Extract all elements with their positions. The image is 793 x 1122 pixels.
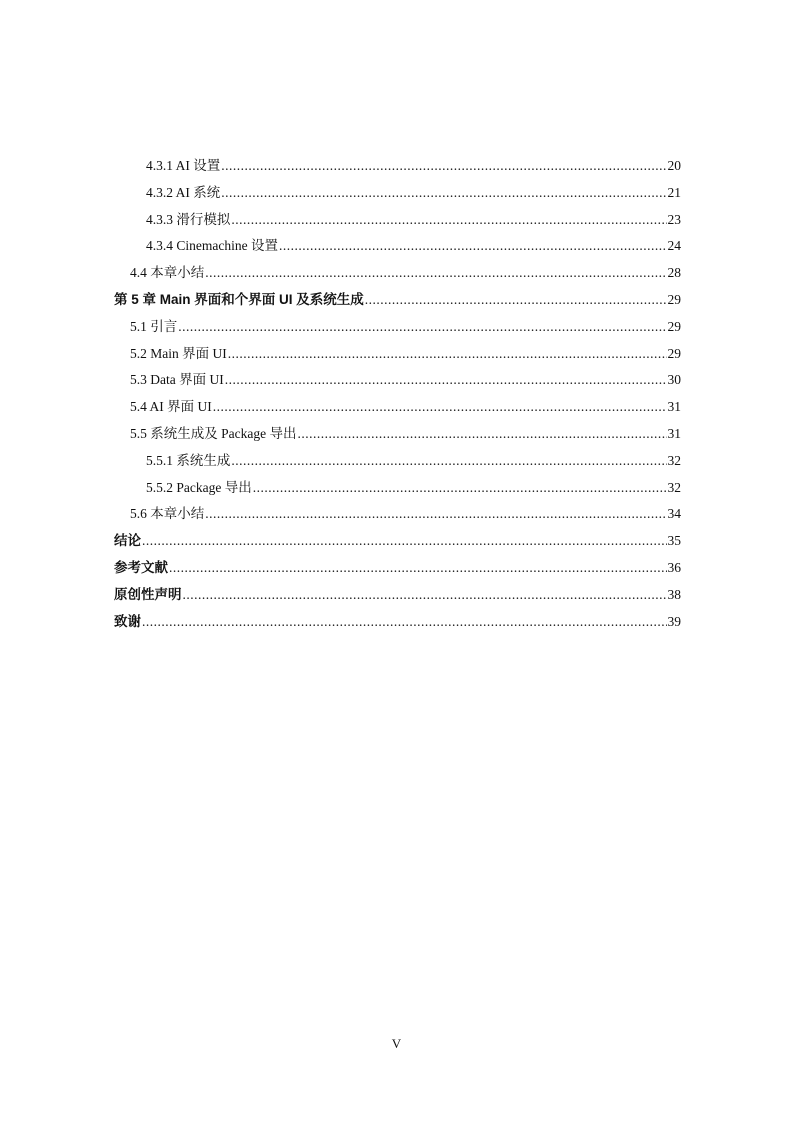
toc-entry-page: 39	[667, 613, 681, 629]
toc-entry-page: 34	[667, 506, 681, 522]
toc-entry-title: 原创性声明	[114, 586, 182, 602]
toc-dot-leader	[178, 314, 666, 341]
toc-entry[interactable]	[114, 475, 681, 502]
toc-entry[interactable]	[114, 233, 681, 260]
toc-entry-page: 29	[667, 291, 681, 307]
toc-dot-leader	[205, 501, 666, 528]
toc-entry-page: 29	[667, 345, 681, 361]
toc-entry-page: 24	[667, 238, 681, 254]
toc-dot-leader	[142, 609, 667, 636]
toc-entry[interactable]	[114, 555, 681, 582]
toc-dot-leader	[297, 421, 666, 448]
toc-entry-page: 32	[667, 452, 681, 468]
toc-entry-page: 21	[667, 184, 681, 200]
toc-entry-page: 32	[667, 479, 681, 495]
toc-dot-leader	[279, 233, 667, 260]
toc-dot-leader	[225, 367, 667, 394]
toc-entry-page: 23	[667, 211, 681, 227]
toc-entry-page: 29	[667, 318, 681, 334]
toc-entry-page: 30	[667, 372, 681, 388]
toc-dot-leader	[253, 475, 667, 502]
toc-entry-title: 4.4 本章小结	[130, 265, 205, 281]
toc-entry-title: 5.5 系统生成及 Package 导出	[130, 425, 297, 441]
toc-entry[interactable]	[114, 582, 681, 609]
toc-entry-title: 5.2 Main 界面 UI	[130, 345, 227, 361]
toc-entry-title: 4.3.1 AI 设置	[146, 158, 221, 173]
toc-entry[interactable]	[114, 153, 681, 180]
toc-entry[interactable]	[114, 207, 681, 234]
table-of-contents	[114, 153, 681, 635]
toc-entry-title: 结论	[114, 533, 141, 549]
toc-dot-leader	[231, 207, 666, 234]
toc-dot-leader	[231, 448, 666, 475]
toc-entry-page: 35	[667, 533, 681, 549]
toc-entry-page: 31	[667, 399, 681, 415]
toc-dot-leader	[365, 287, 667, 314]
toc-entry-title: 4.3.3 滑行模拟	[146, 211, 231, 227]
toc-entry[interactable]	[114, 528, 681, 555]
toc-entry[interactable]	[114, 287, 681, 314]
toc-entry[interactable]	[114, 180, 681, 207]
toc-entry[interactable]	[114, 609, 681, 636]
toc-dot-leader	[213, 394, 667, 421]
toc-dot-leader	[228, 341, 667, 368]
toc-entry[interactable]	[114, 448, 681, 475]
toc-entry-page: 31	[667, 425, 681, 441]
toc-entry-title: 致谢	[114, 613, 141, 629]
toc-entry[interactable]	[114, 501, 681, 528]
toc-entry-title: 参考文献	[114, 559, 168, 575]
toc-entry-page: 28	[667, 265, 681, 281]
toc-dot-leader	[205, 260, 666, 287]
toc-entry[interactable]	[114, 260, 681, 287]
toc-entry[interactable]	[114, 314, 681, 341]
toc-dot-leader	[183, 582, 667, 609]
toc-dot-leader	[169, 555, 667, 582]
toc-entry-title: 4.3.2 AI 系统	[146, 184, 221, 200]
toc-entry[interactable]	[114, 341, 681, 368]
toc-entry-title: 第 5 章 Main 界面和个界面 UI 及系统生成	[114, 291, 364, 307]
toc-entry-title: 5.1 引言	[130, 318, 178, 334]
toc-entry[interactable]	[114, 367, 681, 394]
toc-entry-title: 5.5.1 系统生成	[146, 452, 231, 468]
toc-entry-title: 5.3 Data 界面 UI	[130, 372, 224, 388]
toc-entry-page: 36	[667, 559, 681, 575]
toc-entry-title: 4.3.4 Cinemachine 设置	[146, 238, 278, 254]
toc-entry-page: 20	[667, 158, 681, 173]
toc-entry-page: 38	[667, 586, 681, 602]
toc-entry[interactable]	[114, 394, 681, 421]
toc-dot-leader	[142, 528, 667, 555]
toc-entry-title: 5.5.2 Package 导出	[146, 479, 252, 495]
toc-entry-title: 5.6 本章小结	[130, 506, 205, 522]
page-number: V	[391, 1036, 402, 1051]
toc-dot-leader	[221, 153, 666, 180]
toc-entry-title: 5.4 AI 界面 UI	[130, 399, 212, 415]
toc-dot-leader	[221, 180, 666, 207]
toc-entry[interactable]	[114, 421, 681, 448]
